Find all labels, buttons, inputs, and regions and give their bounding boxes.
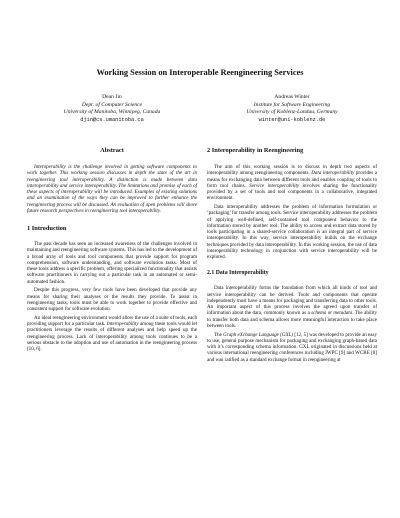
text-run: provides a means for exchanging data between different tools and enables coupling of tools to form tool chains. [207,170,377,189]
emphasis-term: Interoperability [106,321,139,327]
text-run: Data interoperability forms the foundation from which all kinds of tool and service interoperability can be derived. Tools and components that operate independently must have a means for packaging and transferring data to other tools. An important aspect of this process involves the agreed upon transfer of information about the data, commonly known as a [207,285,377,317]
section-1-heading: 1 Introduction [27,225,67,232]
intro-paragraph-2: Despite this progress, very few tools have been developed that provide any means for sharing their analyses or the results they provide. To assist in reengineering tasks, tools must be able to work together to provide effective and consistent support for software evolution. [27,287,197,312]
emphasis-term: Service interoperability [249,182,300,189]
author-dept: Institute for Software Engineering [253,101,331,108]
abstract-text: Interoperability is the challenge involved in getting software components to work together. This working session discusses in depth the state of the art in reengineering tool interoperability. A distinction is made between data interoperability and service interoperability. The limitations and promise of each of these aspects of interoperability will be introduced. Examples of existing solutions and an examination of the ways they can be improved to further enhance the reengineering process will be discussed. An evaluation of open problems will shore future research perspectives in reengineering tool interoperability. [27,164,197,214]
author-block-2 [207,94,377,124]
emphasis-term: Graph eXchange Language (GXL) [223,331,294,338]
author-university: University of Manitoba, Winnipeg, Canada [63,109,161,116]
emphasis-term: metadata [333,310,353,317]
author-university: University of Koblenz-Landau, Germany [246,109,338,116]
emphasis-term: Data interoperability [311,170,355,177]
section-2-1-paragraph-2 [207,332,377,363]
paper-title: Working Session on Interoperable Reengineering Services [96,68,304,77]
right-column [207,147,377,363]
author-block-1 [27,94,197,124]
section-2-heading: 2 Interoperability in Reengineering [207,147,304,154]
left-column [27,147,197,352]
abstract-heading: Abstract [100,147,124,154]
text-run: . The ability to transfer both data and schema allows more meaningful interaction to take place between tools. [207,310,377,329]
author-email: djin@cs.umanitoba.ca [80,116,144,123]
section-2-paragraph-2: Data interoperability addresses the problem of information formulation or ‘packaging’ for transfer among tools. Service interoperability addresses the problem of applying well-defined, self-contained tool component behavior to the information stored by another tool. The ability to access and extract data stored by tools participating in a shared-service collaboration is an integral part of service interoperability. In this way, service interoperability builds on the exchange techniques provided by data interoperability. In this working session, the use of data interoperability technology in conjunction with service interoperability will be explored. [207,204,377,260]
text-run: An ideal reengineering environment would allow the use of a suite of tools, each providing support for a particular task. [27,314,197,327]
author-email: winter@uni-koblenz.de [258,116,326,123]
text-run: involves sharing the functionality provided by a set of tools and tool components in a collaborative, integrated environment. [207,182,378,202]
text-run: [12, 5] was developed to provide an easy to use, general purpose mechanism for packaging and exchanging graph-based data with it’s corresponding schema information. GXL originated in discussions held at various international reengineering conferences including IWPC [9] and WCRE [8] and was ratified as a standard exchange format in reengineering at [207,331,378,363]
section-2-1-heading: 2.1 Data Interoperability [207,270,269,277]
author-name: Andreas Winter [274,94,310,100]
section-2-1-paragraph-1 [207,285,377,329]
text-run: or [326,310,334,317]
emphasis-term: schema [311,310,327,317]
intro-paragraph-3 [27,315,197,353]
author-name: Dean Jin [102,94,122,100]
text-run: The [214,331,224,338]
text-run: The aim of this working session is to discuss in depth two aspects of interoperability among reengineering components. [207,164,377,177]
text-run: among these tools would let practitioners leverage the results of different analyses and help speed up the reengineering process. Lack of interoperability among tools continues to be a serious obstacle to the adoption and use of automation in the reengineering process [10, 6]. [27,321,197,352]
intro-paragraph-1: The past decade has seen an increased awareness of the challenges involved in maintaining and reengineering software systems. This has led to the development of a broad array of tools and tool components that provide support for program comprehension, software understanding, and software evolution tasks. Most of these tools address a specific problem, offering specialized functionality that assists software practitioners in carrying out a particular task in an automated or semi-automated fashion. [27,241,197,285]
section-2-paragraph-1 [207,164,377,202]
author-dept: Dept. of Computer Science [81,101,143,108]
